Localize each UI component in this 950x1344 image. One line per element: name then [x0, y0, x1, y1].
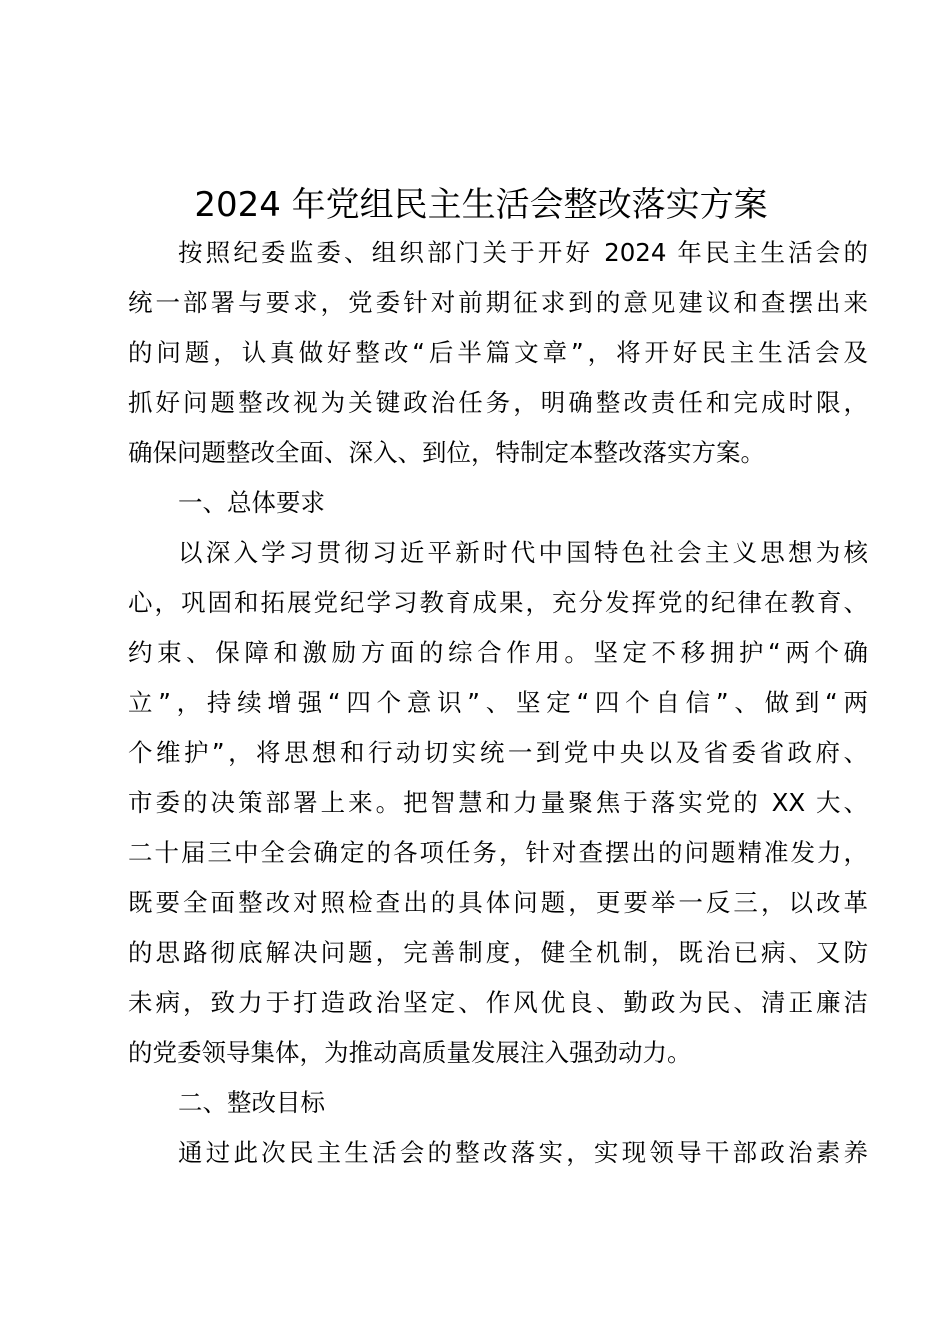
intro-line-5: 确保问题整改全面、深入、到位，特制定本整改落实方案。 [128, 438, 765, 467]
intro-line-4: 抓好问题整改视为关键政治任务，明确整改责任和完成时限， [128, 388, 868, 417]
intro-line-2: 统一部署与要求，党委针对前期征求到的意见建议和查摆出来 [128, 288, 868, 317]
document-title: 2024 年党组民主生活会整改落实方案 [194, 185, 768, 225]
section-1-line-2: 心，巩固和拓展党纪学习教育成果，充分发挥党的纪律在教育、 [128, 588, 868, 617]
section-2-heading: 二、整改目标 [178, 1088, 325, 1117]
section-1-line-9: 的思路彻底解决问题，完善制度，健全机制，既治已病、又防 [128, 938, 868, 967]
section-1-line-11: 的党委领导集体，为推动高质量发展注入强劲动力。 [128, 1038, 692, 1067]
section-1-line-6: 市委的决策部署上来。把智慧和力量聚焦于落实党的 XX 大、 [128, 788, 868, 817]
section-2-line-1: 通过此次民主生活会的整改落实，实现领导干部政治素养 [178, 1138, 868, 1167]
section-1-line-5: 个维护”，将思想和行动切实统一到党中央以及省委省政府、 [128, 738, 868, 767]
section-1-line-8: 既要全面整改对照检查出的具体问题，更要举一反三，以改革 [128, 888, 868, 917]
section-1-line-1: 以深入学习贯彻习近平新时代中国特色社会主义思想为核 [178, 538, 868, 567]
section-1-line-4: 立”，持续增强“四个意识”、坚定“四个自信”、做到“两 [128, 688, 868, 717]
section-1-heading: 一、总体要求 [178, 488, 325, 517]
section-1-line-10: 未病，致力于打造政治坚定、作风优良、勤政为民、清正廉洁 [128, 988, 868, 1017]
intro-line-1: 按照纪委监委、组织部门关于开好 2024 年民主生活会的 [178, 238, 868, 267]
section-1-line-3: 约束、保障和激励方面的综合作用。坚定不移拥护“两个确 [128, 638, 868, 667]
intro-line-3: 的问题，认真做好整改“后半篇文章”，将开好民主生活会及 [128, 338, 868, 367]
section-1-line-7: 二十届三中全会确定的各项任务，针对查摆出的问题精准发力， [128, 838, 868, 867]
